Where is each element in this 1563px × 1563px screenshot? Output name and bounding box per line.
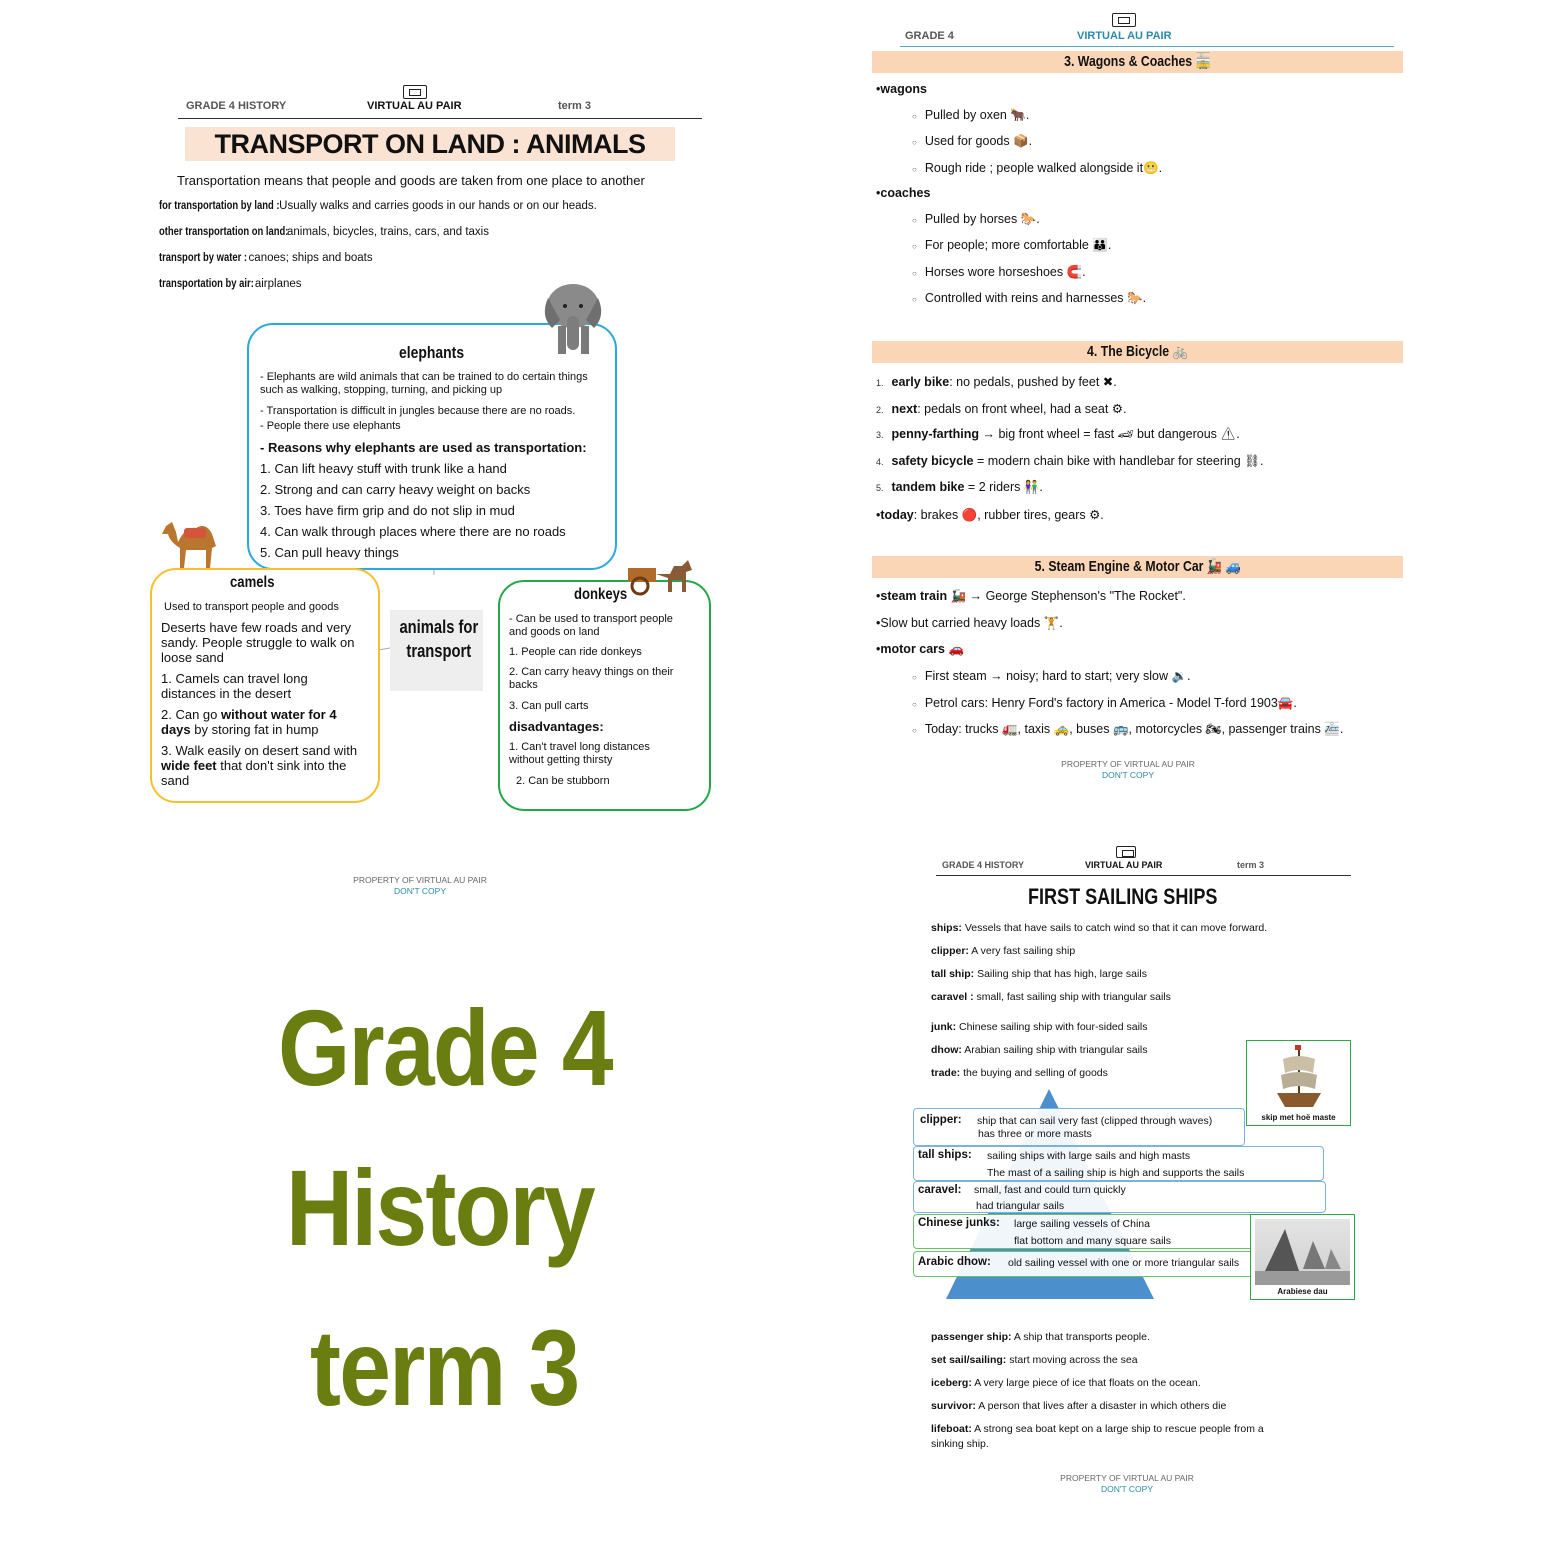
elephants-item: 4. Can walk through places where there are no roads [260,524,566,539]
donkeys-dis-item: 1. Can't travel long distances without getting thirsty [509,741,650,766]
dhow-caption: Arabiese dau [1277,1287,1328,1296]
elephants-item: 5. Can pull heavy things [260,545,399,560]
cover-line-history: History [286,1147,594,1268]
vocab-item: set sail/sailing: start moving across the sea [931,1354,1138,1366]
elephants-p3: - People there use elephants [260,420,401,432]
camels-box [150,568,380,803]
section-wagons-heading: 3. Wagons & Coaches 🚋 [872,51,1403,73]
logo-icon [1116,846,1136,858]
camels-p2: 1. Camels can travel long distances in the desert [161,671,308,701]
bicycle-item: 2. next: pedals on front wheel, had a seat ⚙. [876,402,1127,416]
def-air: transportation by air: airplanes [159,278,302,290]
vocab-item: ships: Vessels that have sails to catch wind so that it can move forward. [931,922,1268,934]
camels-p3: 2. Can go without water for 4 days by storing fat in hump [161,707,337,737]
camels-p4: 3. Walk easily on desert sand with wide feet that don't sink into the sand [161,743,358,788]
bicycle-item: 5. tandem bike = 2 riders 👫. [876,480,1043,494]
tall-ship-caption: skip met hoë maste [1261,1113,1336,1122]
vocab-item: iceberg: A very large piece of ice that floats on the ocean. [931,1377,1201,1389]
header-rule [178,118,702,119]
coaches-item: ○ Controlled with reins and harnesses 🐎. [912,291,1147,305]
elephants-item: 2. Strong and can carry heavy weight on backs [260,482,531,497]
wagons-label: •wagons [876,82,927,96]
coaches-item: ○ For people; more comfortable 👪. [912,238,1112,252]
page-title: TRANSPORT ON LAND : ANIMALS [214,129,646,159]
ship-row-tall-ships: tall ships: sailing ships with large sails and high masts The mast of a sailing ship is high and supports the sails [913,1146,1324,1181]
elephants-title: elephants [399,343,465,362]
center-label: animals for transport [399,617,479,661]
intro-text: Transportation means that people and goods are taken from one place to another [177,173,645,188]
vocab-item: passenger ship: A ship that transports people. [931,1331,1150,1343]
vocab-item: survivor: A person that lives after a disaster in which others die [931,1400,1227,1412]
header-grade: GRADE 4 HISTORY [942,860,1025,870]
camel-illustration [156,512,224,570]
coaches-label: •coaches [876,186,931,200]
logo-icon [403,85,427,99]
donkeys-p1: - Can be used to transport people and goods on land [509,613,673,638]
section-bicycle-heading: 4. The Bicycle 🚲 [872,341,1403,363]
ship-row-clipper: clipper: ship that can sail very fast (clipped through waves) has three or more masts [913,1108,1245,1146]
header-rule [900,46,1394,47]
vocab-item: tall ship: Sailing ship that has high, large sails [931,968,1147,980]
bicycle-item: 3. penny-farthing → big front wheel = fast 🏎 but dangerous ⚠. [876,427,1240,441]
logo-icon [1112,13,1136,27]
ship-row-arabic-dhow: Arabic dhow: old sailing vessel with one or more triangular sails [913,1251,1255,1277]
bicycle-today: •today: brakes 🔴, rubber tires, gears ⚙. [876,508,1104,522]
def-other: other transportation on land: animals, bicycles, trains, cars, and taxis [159,226,489,238]
vocab-item: caravel : small, fast sailing ship with triangular sails [931,991,1171,1003]
donkeys-item: 2. Can carry heavy things on their backs [509,666,674,691]
header-brand: VIRTUAL AU PAIR [1077,30,1172,42]
coaches-item: ○ Pulled by horses 🐎. [912,212,1040,226]
footer: PROPERTY OF VIRTUAL AU PAIR DON'T COPY [1061,759,1195,780]
header-term: term 3 [558,100,592,112]
dhow-photo [1255,1219,1350,1285]
steam-slow-line: •Slow but carried heavy loads 🏋. [876,616,1063,630]
header-brand: VIRTUAL AU PAIR [1085,860,1163,870]
motor-item: ○ Today: trucks 🚛, taxis 🚕, buses 🚌, motorcycles 🏍, passenger trains 🚈. [912,722,1344,736]
motor-item: ○ First steam → noisy; hard to start; very slow 🔉. [912,669,1191,683]
tall-ship-picture [1269,1043,1329,1111]
def-water: transport by water : canoes; ships and boats [159,252,373,264]
donkeys-box [498,580,711,811]
bicycle-item: 4. safety bicycle = modern chain bike with handlebar for steering ⛓. [876,454,1264,468]
vocab-item: clipper: A very fast sailing ship [931,945,1076,957]
coaches-item: ○ Horses wore horseshoes 🧲. [912,265,1086,279]
header-grade: GRADE 4 [905,30,954,42]
donkeys-item: 1. People can ride donkeys [509,646,642,658]
camels-p1: Deserts have few roads and very sandy. People struggle to walk on loose sand [161,620,355,665]
camels-title: camels [230,574,275,591]
tall-ship-image [1246,1040,1351,1126]
center-label-box [390,610,483,691]
steam-train-line: •steam train 🚂 → George Stephenson's "The Rocket". [876,589,1186,603]
cover-line-grade: Grade 4 [278,987,612,1108]
motor-item: ○ Petrol cars: Henry Ford's factory in America - Model T-ford 1903🚘. [912,696,1297,710]
donkeys-item: 3. Can pull carts [509,700,589,712]
page-title: FIRST SAILING SHIPS [1028,884,1218,909]
vocab-item: dhow: Arabian sailing ship with triangular sails [931,1044,1148,1056]
section-steam-heading: 5. Steam Engine & Motor Car 🚂 🚙 [872,556,1403,578]
footer: PROPERTY OF VIRTUAL AU PAIR DON'T COPY [353,875,487,896]
elephants-p2: - Transportation is difficult in jungles because there are no roads. [260,405,576,417]
elephants-item: 1. Can lift heavy stuff with trunk like a hand [260,461,507,476]
elephants-reasons: - Reasons why elephants are used as transportation: [260,440,587,455]
elephants-item: 3. Toes have firm grip and do not slip in mud [260,503,515,518]
header-grade: GRADE 4 HISTORY [186,100,287,112]
donkeys-title: donkeys [574,586,628,603]
vocab-item: lifeboat: A strong sea boat kept on a large ship to rescue people from a [931,1423,1264,1435]
vocab-item: sinking ship. [931,1438,989,1450]
camels-sub: Used to transport people and goods [164,601,339,613]
elephants-box [247,323,617,570]
dhow-picture [1255,1219,1350,1285]
elephant-illustration [538,276,608,358]
wagons-item: ○ Pulled by oxen 🐂. [912,108,1030,122]
header-rule [936,875,1351,876]
cover-line-term: term 3 [310,1307,579,1428]
donkeys-dis-title: disadvantages: [509,719,604,734]
dhow-image [1250,1214,1355,1300]
wagons-item: ○ Used for goods 📦. [912,134,1033,148]
page-title-box [185,127,675,161]
donkey-cart-illustration [624,556,706,596]
def-land: for transportation by land : Usually walks and carries goods in our hands or on our heads. [159,200,597,212]
footer: PROPERTY OF VIRTUAL AU PAIR DON'T COPY [1060,1473,1194,1494]
motor-cars-label: •motor cars 🚗 [876,642,965,656]
bicycle-item: 1. early bike: no pedals, pushed by feet ✖. [876,375,1117,389]
ship-row-chinese-junks: Chinese junks: large sailing vessels of China flat bottom and many square sails [913,1214,1255,1249]
header-term: term 3 [1237,860,1265,870]
ship-row-caravel: caravel: small, fast and could turn quickly had triangular sails [913,1181,1326,1213]
elephants-p1: - Elephants are wild animals that can be trained to do certain things such as walking, stopping, turning, and picking up [260,371,588,396]
wagons-item: ○ Rough ride ; people walked alongside it😬. [912,161,1163,175]
vocab-item: trade: the buying and selling of goods [931,1067,1108,1079]
donkeys-dis-item: 2. Can be stubborn [516,775,610,787]
header-brand: VIRTUAL AU PAIR [367,100,462,112]
vocab-item: junk: Chinese sailing ship with four-sided sails [931,1021,1148,1033]
